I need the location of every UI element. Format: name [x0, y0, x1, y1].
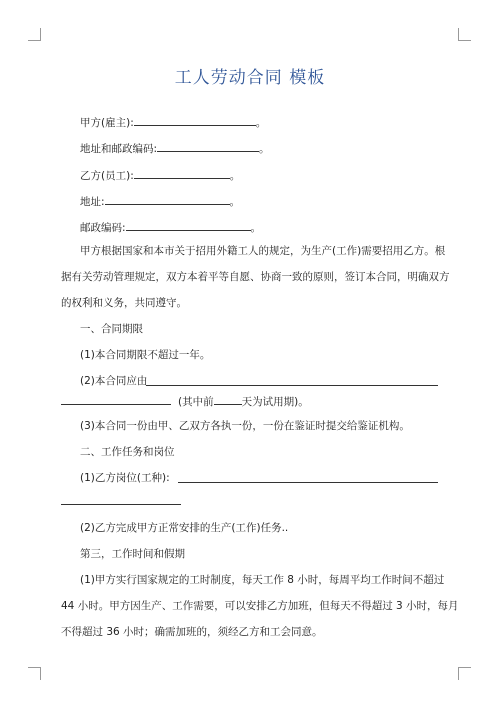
field-period: 。 [250, 222, 262, 234]
field-address-zip-label: 地址和邮政编码: [80, 143, 158, 155]
intro-line-1: 甲方根据国家和本市关于招用外籍工人的规定，为生产(工作)需要招用乙方。根 [80, 245, 446, 257]
field-zip-label: 邮政编码: [80, 222, 126, 234]
intro-line-3: 的权利和义务，共同遵守。 [61, 297, 187, 309]
field-address-label: 地址: [80, 196, 105, 208]
field-party-a [80, 114, 266, 130]
section2-item1-blank-2[interactable] [61, 504, 181, 505]
section3-line-2: 44 小时。甲方因生产、工作需要，可以安排乙方加班，但每天不得超过 3 小时，每月 [61, 600, 459, 612]
field-address [80, 193, 240, 209]
field-party-a-label: 甲方(雇主): [80, 117, 134, 129]
field-zip [80, 219, 261, 235]
field-period: 。 [255, 117, 267, 129]
field-address-zip [80, 140, 270, 156]
section1-item2-blank-2[interactable] [61, 404, 171, 405]
section1-item1: (1)本合同期限不超过一年。 [80, 349, 211, 361]
section1-item2-blank[interactable] [146, 385, 438, 386]
field-party-a-blank[interactable] [134, 114, 256, 126]
section1-item2-continued [178, 393, 309, 409]
section3-line-3: 不得超过 36 小时；确需加班的，须经乙方和工会同意。 [61, 626, 323, 638]
field-party-b-blank[interactable] [134, 167, 230, 179]
section3-line-1: (1)甲方实行国家规定的工时制度，每天工作 8 小时，每周平均工作时间不超过 [80, 574, 445, 586]
field-period: 。 [229, 170, 241, 182]
field-period: 。 [259, 143, 270, 155]
document-title: 工人劳动合同 模板 [174, 68, 326, 88]
section2-item1-blank[interactable] [178, 482, 438, 483]
field-address-zip-blank[interactable] [157, 140, 259, 152]
section1-item3: (3)本合同一份由甲、乙双方各执一份，一份在鉴证时提交给鉴证机构。 [80, 420, 410, 432]
section1-item2-cont-a: (其中前 [178, 396, 214, 408]
section1-item2-cont-b: 天为试用期)。 [241, 396, 309, 408]
section1-heading: 一、合同期限 [80, 323, 143, 335]
field-zip-blank[interactable] [126, 219, 251, 231]
corner-mark-bottom-right [458, 667, 471, 680]
section2-item2: (2)乙方完成甲方正常安排的生产(工作)任务.. [80, 522, 289, 534]
section2-heading: 二、工作任务和岗位 [80, 446, 175, 458]
field-address-blank[interactable] [105, 193, 230, 205]
trial-days-blank[interactable] [214, 393, 242, 405]
intro-line-2: 据有关劳动管理规定，双方本着平等自愿、协商一致的原则，签订本合同，明确双方 [61, 271, 450, 283]
field-period: 。 [229, 196, 241, 208]
section2-item1-label: (1)乙方岗位(工种): [80, 472, 170, 484]
field-party-b-label: 乙方(员工): [80, 170, 134, 182]
corner-mark-bottom-left [28, 667, 41, 680]
section3-heading: 第三，工作时间和假期 [80, 548, 185, 560]
corner-mark-top-right [458, 28, 471, 41]
corner-mark-top-left [28, 28, 41, 41]
section1-item2-label: (2)本合同应由 [80, 375, 148, 387]
field-party-b [80, 167, 240, 183]
